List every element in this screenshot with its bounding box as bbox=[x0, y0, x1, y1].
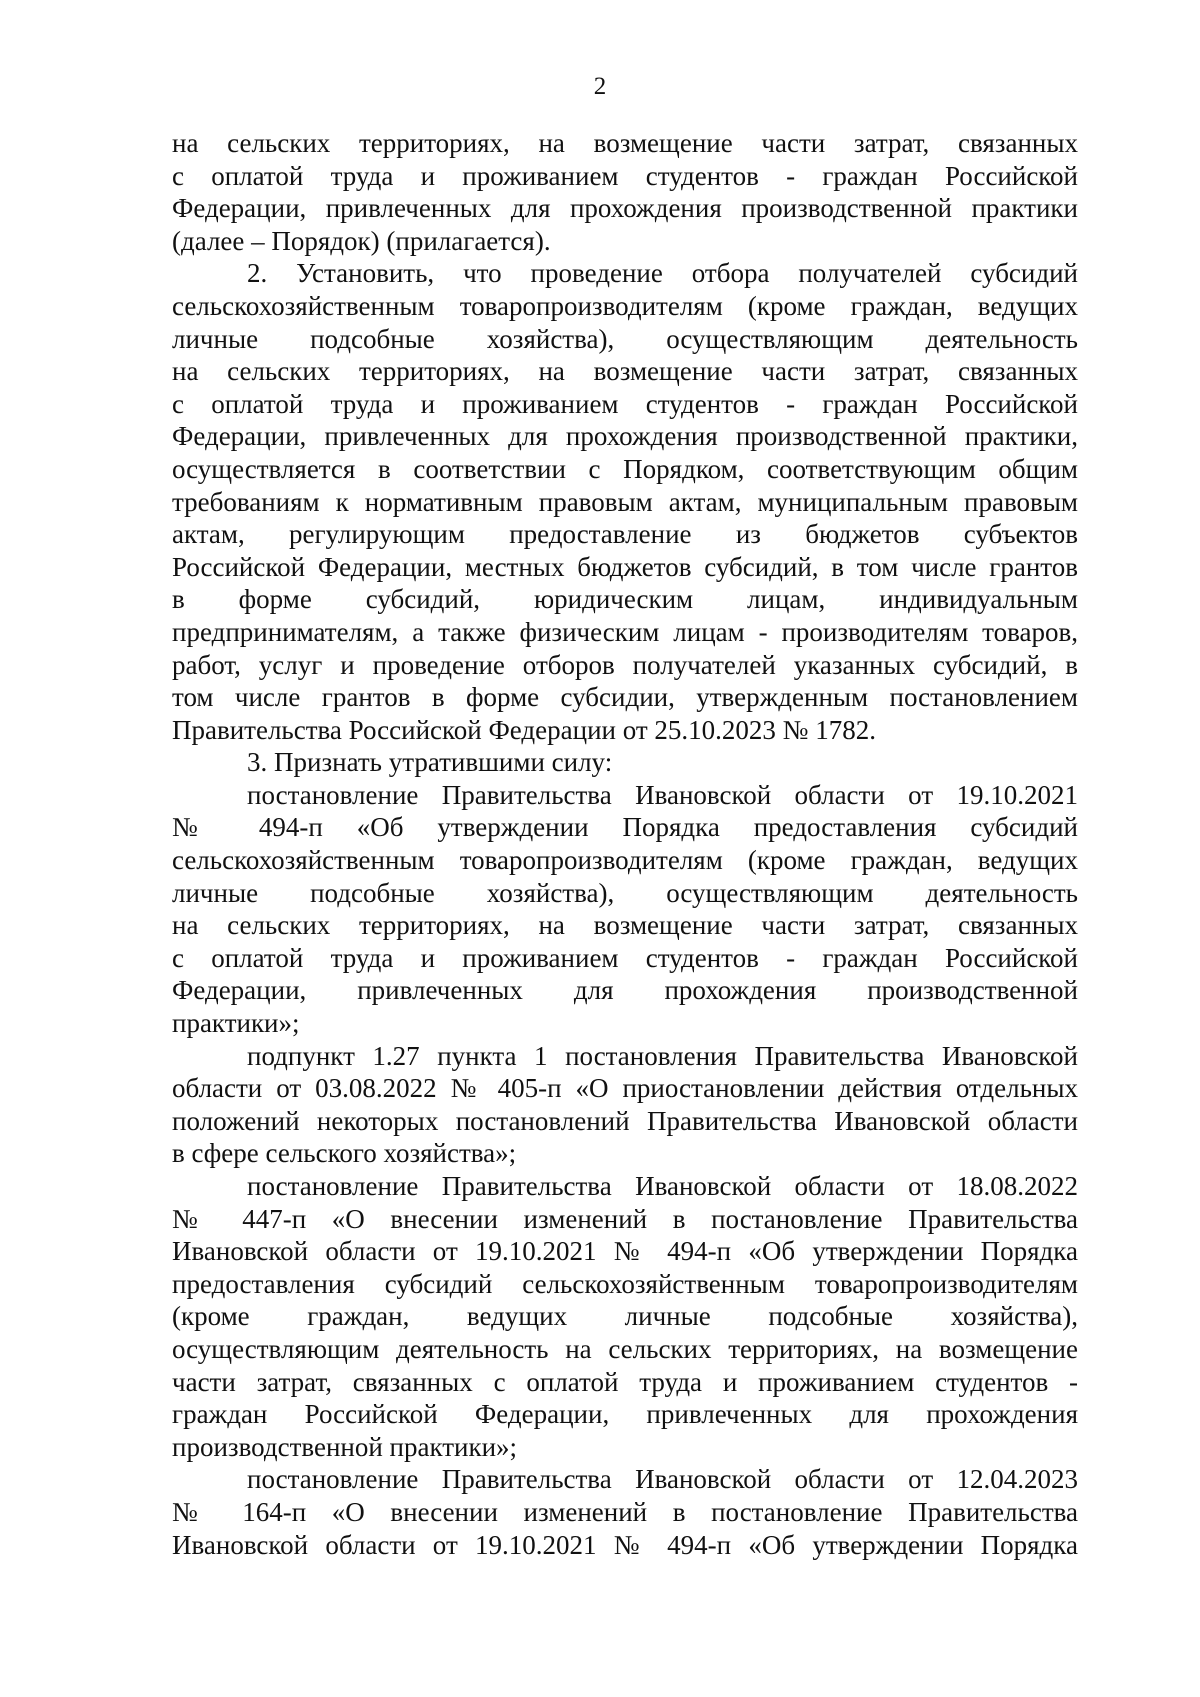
text-line: осуществляющим деятельность на сельских территориях, на возмещение bbox=[172, 1333, 1078, 1364]
text-line: личные подсобные хозяйства), осуществляющим деятельность bbox=[172, 323, 1078, 354]
text-line: Федерации, привлеченных для прохождения производственной bbox=[172, 975, 1078, 1006]
page-number: 2 bbox=[593, 73, 607, 100]
text-line: с оплатой труда и проживанием студентов - граждан Российской bbox=[172, 942, 1078, 973]
text-line: граждан Российской Федерации, привлеченных для прохождения bbox=[172, 1399, 1078, 1430]
text-line: (кроме граждан, ведущих личные подсобные хозяйства), bbox=[172, 1301, 1078, 1332]
text-line: постановление Правительства Ивановской области от 19.10.2021 bbox=[247, 779, 1078, 810]
text-line: с оплатой труда и проживанием студентов - граждан Российской bbox=[172, 160, 1078, 191]
text-line: Федерации, привлеченных для прохождения производственной практики bbox=[172, 193, 1078, 224]
text-line: положений некоторых постановлений Правительства Ивановской области bbox=[172, 1105, 1078, 1136]
text-line: том числе грантов в форме субсидии, утвержденным постановлением bbox=[172, 682, 1078, 713]
text-line: Ивановской области от 19.10.2021 № 494-п «Об утверждении Порядка bbox=[172, 1236, 1078, 1267]
text-line: на сельских территориях, на возмещение части затрат, связанных bbox=[172, 356, 1078, 387]
text-line: Правительства Российской Федерации от 25.10.2023 № 1782. bbox=[172, 714, 876, 745]
text-line: 2. Установить, что проведение отбора получателей субсидий bbox=[247, 258, 1078, 289]
text-line: предпринимателям, а также физическим лицам - производителям товаров, bbox=[172, 616, 1078, 647]
text-line: предоставления субсидий сельскохозяйственным товаропроизводителям bbox=[172, 1268, 1078, 1299]
text-line: в форме субсидий, юридическим лицам, индивидуальным bbox=[172, 584, 1078, 615]
text-line: № 164-п «О внесении изменений в постановление Правительства bbox=[172, 1496, 1078, 1527]
text-line: № 447-п «О внесении изменений в постановление Правительства bbox=[172, 1203, 1078, 1234]
text-line: на сельских территориях, на возмещение части затрат, связанных bbox=[172, 128, 1078, 158]
text-line: производственной практики»; bbox=[172, 1431, 518, 1462]
text-line: № 494-п «Об утверждении Порядка предоставления субсидий bbox=[172, 812, 1078, 843]
text-line: в сфере сельского хозяйства»; bbox=[172, 1138, 517, 1169]
text-line: Ивановской области от 19.10.2021 № 494-п «Об утверждении Порядка bbox=[172, 1529, 1078, 1560]
text-line: постановление Правительства Ивановской области от 12.04.2023 bbox=[247, 1464, 1078, 1495]
text-line: осуществляется в соответствии с Порядком, соответствующим общим bbox=[172, 453, 1078, 484]
text-line: сельскохозяйственным товаропроизводителям (кроме граждан, ведущих bbox=[172, 845, 1078, 876]
text-line: работ, услуг и проведение отборов получателей указанных субсидий, в bbox=[172, 649, 1078, 680]
text-line: постановление Правительства Ивановской области от 18.08.2022 bbox=[247, 1171, 1078, 1201]
text-line: сельскохозяйственным товаропроизводителям (кроме граждан, ведущих bbox=[172, 290, 1078, 321]
text-line: Федерации, привлеченных для прохождения производственной практики, bbox=[172, 421, 1078, 452]
document-body bbox=[172, 127, 1078, 1561]
text-line: требованиям к нормативным правовым актам, муниципальным правовым bbox=[172, 486, 1078, 517]
text-line: Российской Федерации, местных бюджетов субсидий, в том числе грантов bbox=[172, 551, 1078, 582]
text-line: актам, регулирующим предоставление из бюджетов субъектов bbox=[172, 519, 1078, 550]
text-line: 3. Признать утратившими силу: bbox=[247, 747, 613, 778]
text-line: области от 03.08.2022 № 405-п «О приостановлении действия отдельных bbox=[172, 1073, 1078, 1104]
text-line: части затрат, связанных с оплатой труда и проживанием студентов - bbox=[172, 1366, 1078, 1397]
text-line: (далее – Порядок) (прилагается). bbox=[172, 225, 551, 256]
text-line: с оплатой труда и проживанием студентов - граждан Российской bbox=[172, 388, 1078, 419]
text-line: на сельских территориях, на возмещение части затрат, связанных bbox=[172, 910, 1078, 941]
text-line: подпункт 1.27 пункта 1 постановления Правительства Ивановской bbox=[247, 1040, 1078, 1071]
text-line: личные подсобные хозяйства), осуществляющим деятельность bbox=[172, 877, 1078, 908]
text-line: практики»; bbox=[172, 1008, 300, 1039]
